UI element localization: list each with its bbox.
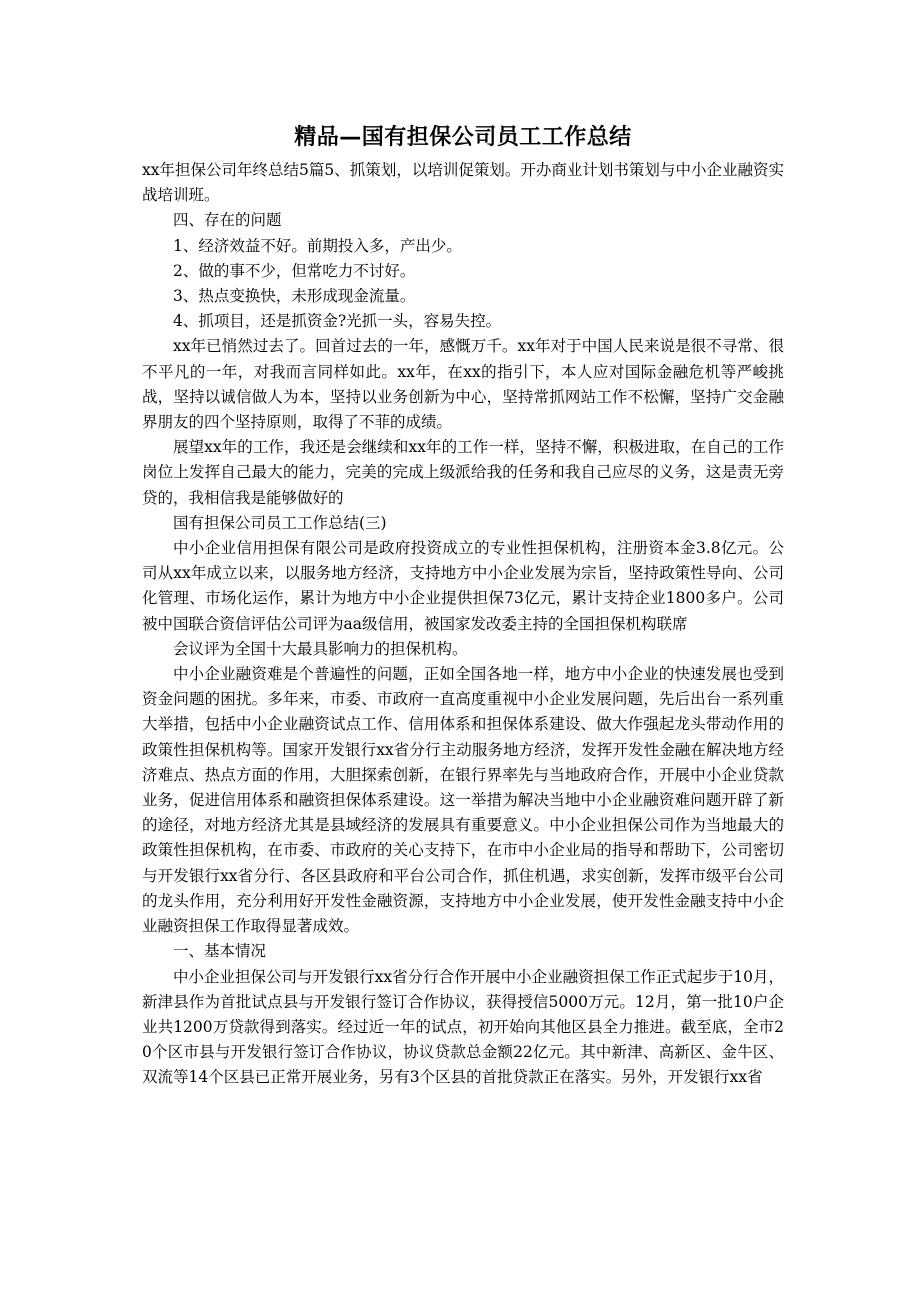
paragraph-basic-situation: 中小企业担保公司与开发银行xx省分行合作开展中小企业融资担保工作正式起步于10月，新津县作为首批试点县与开发银行签订合作协议，获得授信5000万元。12月，第一批10户企业共1200万贷款得到落实。经过近一年的试点，初开始向其他区县全力推进。截至底，全市20个区市县与开发银行签订合作协议，协议贷款总金额22亿元。其中新津、高新区、金牛区、双流等14个区县已正常开展业务，另有3个区县的首批贷款正在落实。另外，开发银行xx省 [142,967,784,1087]
paragraph-outlook: 展望xx年的工作，我还是会继续和xx年的工作一样，坚持不懈，积极进取，在自己的工作岗位上发挥自己最大的能力，完美的完成上级派给我的任务和我自己应尽的义务，这是责无旁贷的，我相信我是能够做好的 [142,438,784,507]
section-heading-basic-situation: 一、基本情况 [173,942,267,961]
paragraph-company-intro: 中小企业信用担保有限公司是政府投资成立的专业性担保机构，注册资本金3.8亿元。公司从xx年成立以来，以服务地方经济，支持地方中小企业发展为宗旨，坚持政策性导向、公司化管理、市场化运作，累计为地方中小企业提供担保73亿元，累计支持企业1800多户。公司被中国联合资信评估公司评为aa级信用，被国家发改委主持的全国担保机构联席 [142,539,784,633]
list-item-problem-4: 4、抓项目，还是抓资金?光抓一头，容易失控。 [173,312,502,331]
list-item-problem-2: 2、做的事不少，但常吃力不讨好。 [173,261,416,280]
list-item-problem-3: 3、热点变换快，未形成现金流量。 [173,287,416,306]
section-heading-problems: 四、存在的问题 [173,211,282,230]
section-heading-summary-3: 国有担保公司员工工作总结(三) [173,513,387,532]
paragraph-financing-difficulty: 中小企业融资难是个普遍性的问题，正如全国各地一样，地方中小企业的快速发展也受到资金问题的困扰。多年来，市委、市政府一直高度重视中小企业发展问题，先后出台一系列重大举措，包括中小企业融资试点工作、信用体系和担保体系建设、做大作强起龙头带动作用的政策性担保机构等。国家开发银行xx省分行主动服务地方经济，发挥开发性金融在解决地方经济难点、热点方面的作用，大胆探索创新，在银行界率先与当地政府合作，开展中小企业贷款业务，促进信用体系和融资担保体系建设。这一举措为解决当地中小企业融资难问题开辟了新的途径，对地方经济尤其是县域经济的发展具有重要意义。中小企业担保公司作为当地最大的政策性担保机构，在市委、市政府的关心支持下，在市中小企业局的指导和帮助下，公司密切与开发银行xx省分行、各区县政府和平台公司合作，抓住机遇，求实创新，发挥市级平台公司的龙头作用，充分利用好开发性金融资源，支持地方中小企业发展，使开发性金融支持中小企业融资担保工作取得显著成效。 [142,665,784,936]
list-item-problem-1: 1、经济效益不好。前期投入多，产出少。 [173,236,462,255]
paragraph-award: 会议评为全国十大最具影响力的担保机构。 [173,639,468,658]
paragraph-intro: xx年担保公司年终总结5篇5、抓策划，以培训促策划。开办商业计划书策划与中小企业融资实战培训班。 [142,161,784,205]
document-title: 精品—国有担保公司员工工作总结 [294,125,632,150]
document-page [142,118,784,1091]
paragraph-review: xx年已悄然过去了。回首过去的一年，感慨万千。xx年对于中国人民来说是很不寻常、很不平凡的一年，对我而言同样如此。xx年，在xx的指引下，本人应对国际金融危机等严峻挑战，坚持以诚信做人为本，坚持以业务创新为中心，坚持常抓网站工作不松懈，坚持广交金融界朋友的四个坚持原则，取得了不菲的成绩。 [142,337,784,432]
